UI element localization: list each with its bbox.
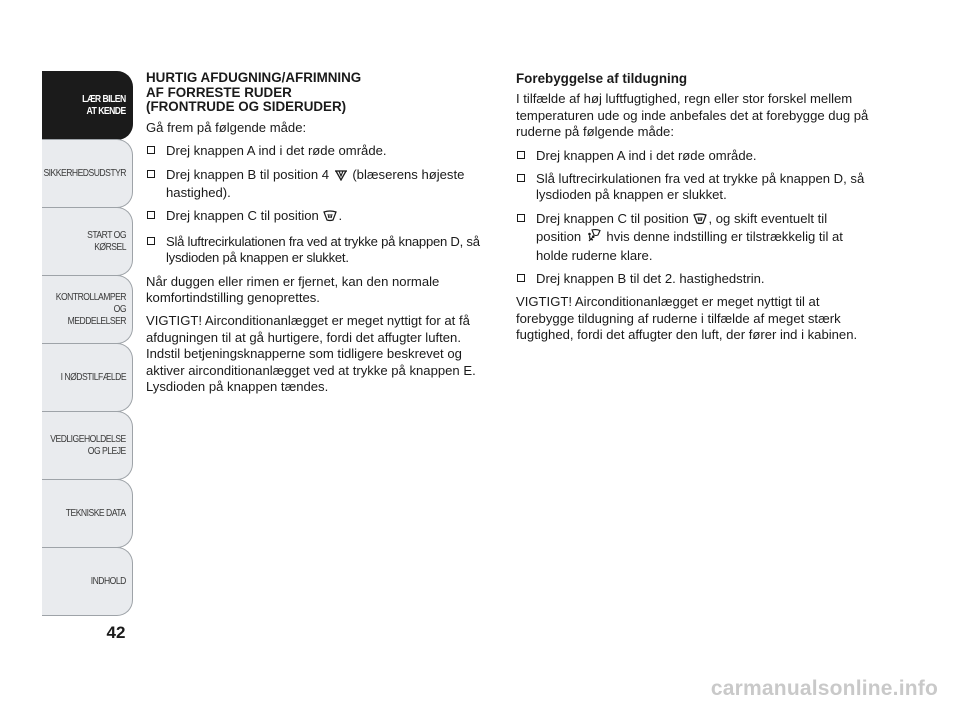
list-item: Drej knappen A ind i det røde område. — [516, 148, 872, 164]
list-item-text: Drej knappen B til position 4 — [166, 166, 333, 182]
tab-start-og-korsel[interactable] — [42, 207, 133, 276]
list-item: Drej knappen B til det 2. hastighedstrin. — [516, 271, 872, 287]
tab-label: START OG KØRSEL — [87, 229, 126, 253]
tab-vedligeholdelse[interactable] — [42, 411, 133, 480]
tab-laer-bilen-at-kende[interactable] — [42, 71, 133, 140]
right-column — [516, 71, 872, 351]
tab-label: KONTROLLAMPER OG MEDDELELSER — [55, 291, 126, 327]
section-heading: Forebyggelse af tildugning — [516, 71, 688, 86]
windscreen-defrost-icon — [693, 213, 707, 229]
heading-line: (FRONTRUDE OG SIDERUDER) — [146, 99, 347, 115]
paragraph: Når duggen eller rimen er fjernet, kan den normale komfortindstilling genoprettes. — [146, 273, 440, 306]
list-item: Drej knappen A ind i det røde område. — [146, 143, 498, 159]
windscreen-feet-icon — [586, 229, 602, 247]
heading-line: AF FORRESTE RUDER — [146, 84, 292, 100]
list-item-text: Drej knappen C til position — [536, 210, 693, 226]
tab-indhold[interactable] — [42, 547, 133, 616]
list-item-text: (blæserens højeste hastighed). — [166, 166, 465, 200]
fan-speed-max-icon — [334, 169, 348, 185]
tab-i-nodstilfaelde[interactable] — [42, 343, 133, 412]
list-item: Slå luftrecirkulationen fra ved at trykke på knappen D, så lysdioden på knappen er slukket. — [146, 234, 498, 267]
section-tabs — [42, 71, 133, 615]
list-item — [146, 167, 498, 202]
tab-label: INDHOLD — [90, 575, 126, 587]
section-heading — [146, 71, 498, 115]
tab-label: SIKKERHEDSUDSTYR — [43, 167, 126, 179]
list-item — [146, 208, 498, 226]
list-item — [516, 211, 872, 264]
page-number: 42 — [106, 623, 126, 642]
instruction-list — [516, 148, 872, 288]
list-item-text: . — [338, 208, 343, 224]
list-item: Slå luftrecirkulationen fra ved at trykke på knappen D, så lysdioden på knappen er slukket. — [516, 171, 872, 204]
left-column — [146, 71, 498, 402]
tab-sikkerhedsudstyr[interactable] — [42, 139, 133, 208]
tab-kontrollamper[interactable] — [42, 275, 133, 344]
tab-tekniske-data[interactable] — [42, 479, 133, 548]
instruction-list — [146, 143, 498, 266]
tab-label: TEKNISKE DATA — [66, 507, 126, 519]
intro-text: I tilfælde af høj luftfugtighed, regn eller stor forskel mellem temperaturen ude og inde anbefales det at forebygge dug på ruderne på følgende måde: — [516, 91, 869, 140]
list-item-text: , og skift eventuelt til position — [536, 210, 828, 245]
paragraph: VIGTIGT! Airconditionanlægget er meget nyttigt til at forebygge tildugning af ruderne i tilfælde af meget stærk fugtighed, fordi det affugter den luft, der fører ind i kabinen. — [516, 294, 858, 343]
heading-line: HURTIG AFDUGNING/AFRIMNING — [146, 70, 362, 85]
watermark: carmanualsonline.info — [710, 677, 938, 700]
tab-label: VEDLIGEHOLDELSE OG PLEJE — [50, 433, 126, 457]
tab-label: I NØDSTILFÆLDE — [60, 371, 126, 383]
list-item-text: Drej knappen C til position — [166, 208, 323, 224]
list-item-text: hvis denne indstilling er tilstrækkelig til at holde ruderne klare. — [536, 229, 843, 263]
intro-text: Gå frem på følgende måde: — [146, 119, 307, 135]
windscreen-defrost-icon — [323, 210, 337, 226]
tab-label: LÆR BILEN AT KENDE — [82, 93, 126, 117]
paragraph: VIGTIGT! Airconditionanlægget er meget nyttigt for at få afdugningen til at gå hurtigere, fordi det affugter luften. Indstil betjeningsknapperne som tidligere beskrevet og aktiver airconditionanlægget ved at trykke på knappen E. Lysdioden på knappen tændes. — [146, 313, 476, 395]
